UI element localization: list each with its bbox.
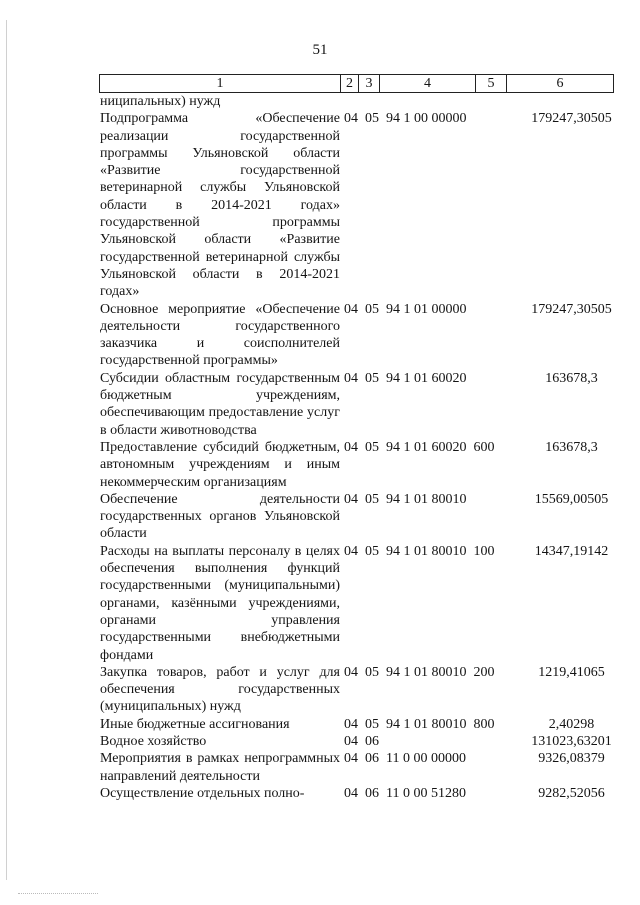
row-code: 04 05 94 1 01 80010 100 [344, 543, 495, 559]
table-row [0, 733, 640, 750]
table-header-row [100, 75, 614, 93]
page-number: 51 [312, 42, 328, 58]
table-row [0, 110, 640, 300]
row-name: Субсидии областным государственным бюджетным учреждениям, обеспечивающим предоставление услуг в области животноводства [100, 370, 340, 438]
row-amount: 179247,30505 [531, 301, 612, 317]
header-col-4: 4 [380, 75, 476, 93]
row-amount: 9326,08379 [538, 751, 605, 767]
row-code: 04 05 94 1 01 60020 [344, 370, 467, 386]
table-row [0, 93, 640, 110]
row-name: Закупка товаров, работ и услуг для обеспечения государственных (муниципальных) нужд [100, 664, 340, 715]
table-row [0, 439, 640, 491]
table-header [99, 74, 614, 93]
row-amount: 2,40298 [548, 716, 595, 732]
table-row [0, 785, 640, 802]
row-amount: 15569,00505 [534, 491, 609, 507]
row-name: Мероприятия в рамках непрограммных направлений деятельности [100, 751, 340, 784]
row-name: Иные бюджетные ассигнования [100, 716, 290, 732]
table-row [0, 750, 640, 785]
row-name: Обеспечение деятельности государственных органов Ульяновской области [100, 491, 340, 542]
table-row [0, 301, 640, 370]
table-row [0, 491, 640, 543]
header-col-5: 5 [476, 75, 507, 93]
row-code: 04 06 11 0 00 51280 [344, 785, 466, 801]
row-name: ниципальных) нужд [100, 94, 221, 109]
row-amount: 163678,3 [545, 370, 598, 386]
row-amount: 131023,63201 [531, 733, 612, 749]
row-code: 04 06 11 0 00 00000 [344, 751, 466, 767]
header-col-6: 6 [507, 75, 614, 93]
row-code: 04 05 94 1 01 80010 200 [344, 664, 495, 680]
row-code: 04 05 94 1 01 60020 600 [344, 439, 495, 455]
header-col-1: 1 [100, 75, 341, 93]
table-row [0, 543, 640, 664]
table-row [0, 370, 640, 439]
row-code: 04 05 94 1 00 00000 [344, 111, 467, 127]
row-code: 04 05 94 1 01 00000 [344, 301, 467, 317]
row-amount: 163678,3 [545, 439, 598, 455]
row-name: Предоставление субсидий бюджетным, автономным учреждениям и иным некоммерческим организациям [100, 439, 340, 490]
row-name: Подпрограмма «Обеспечение реализации государственной программы Ульяновской области «Развитие государственной ветеринарной службы Ульяновской области в 2014-2021 годах» государственной программы Ульяновской области «Развитие государственной ветеринарной службы Ульяновской области в 2014-2021 годах» [100, 111, 340, 300]
scan-artifact [18, 893, 98, 896]
row-amount: 14347,19142 [534, 543, 609, 559]
row-name: Расходы на выплаты персоналу в целях обеспечения выполнения функций государственными (муниципальными) органами, казёнными учреждениями, органами управления государственными внебюджетными фондами [100, 543, 340, 663]
header-col-3: 3 [359, 75, 380, 93]
row-code: 04 05 94 1 01 80010 800 [344, 716, 495, 732]
table-row [0, 716, 640, 733]
header-col-2: 2 [341, 75, 359, 93]
budget-table-body [0, 93, 640, 802]
row-code: 04 05 94 1 01 80010 [344, 491, 467, 507]
row-name: Основное мероприятие «Обеспечение деятельности государственного заказчика и соисполнителей государственной программы» [100, 301, 340, 369]
row-amount: 1219,41065 [538, 664, 605, 680]
row-code: 04 06 [344, 733, 379, 749]
row-name: Осуществление отдельных полно- [100, 785, 305, 801]
row-amount: 9282,52056 [538, 785, 605, 801]
row-amount: 179247,30505 [531, 111, 612, 127]
row-name: Водное хозяйство [100, 733, 207, 749]
table-row [0, 664, 640, 716]
